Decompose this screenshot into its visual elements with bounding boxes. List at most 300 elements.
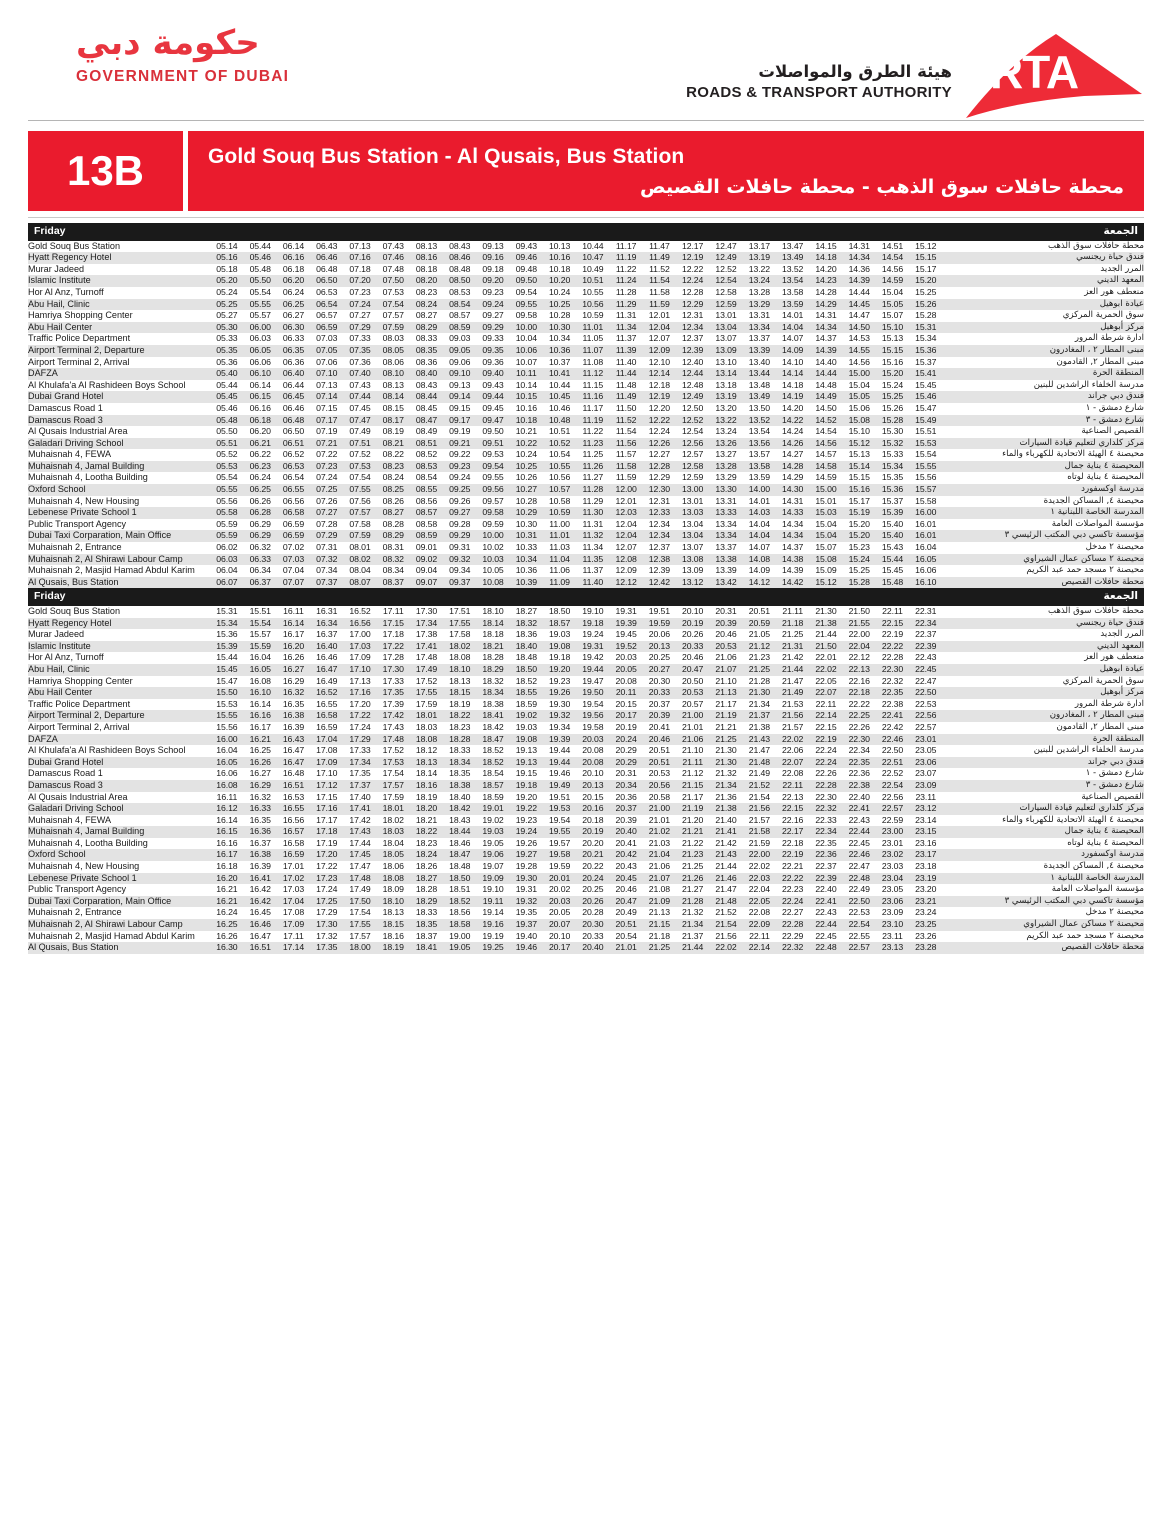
departure-time: 17.54 (349, 907, 371, 918)
stop-name-english: Dubai Taxi Corparation, Main Office (28, 530, 210, 542)
table-row (28, 861, 1144, 873)
departure-time: 12.38 (643, 554, 676, 566)
departure-time: 08.10 (377, 368, 410, 380)
stop-name-english: Muhaisnah 4, New Housing (28, 861, 140, 872)
departure-time: 20.27 (643, 664, 676, 676)
departure-time: 17.17 (316, 814, 338, 825)
departure-time: 13.28 (748, 286, 771, 297)
departure-time: 21.15 (643, 919, 676, 931)
table-row (28, 333, 1144, 345)
departure-time: 09.36 (482, 356, 504, 367)
stop-name-arabic: محيصنة ٤, المساكن الجديدة (1043, 495, 1144, 506)
departure-time: 22.29 (782, 930, 804, 941)
departure-time: 11.32 (576, 530, 609, 542)
departure-time: 18.57 (543, 618, 576, 630)
stop-name-english: Public Transport Agency (28, 518, 127, 529)
departure-time: 19.18 (548, 652, 571, 663)
table-row (28, 577, 1144, 589)
departure-time: 20.30 (576, 919, 609, 931)
departure-time: 15.16 (843, 484, 876, 496)
departure-time: 15.34 (876, 461, 909, 473)
departure-time: 07.56 (349, 495, 371, 506)
departure-time: 08.58 (415, 518, 438, 529)
departure-time: 21.20 (682, 814, 704, 825)
departure-time: 10.22 (510, 438, 543, 450)
departure-time: 15.20 (843, 530, 876, 542)
departure-time: 07.06 (316, 356, 338, 367)
departure-time: 06.59 (282, 518, 305, 529)
departure-time: 08.59 (443, 322, 476, 334)
departure-time: 16.25 (249, 745, 271, 756)
departure-time: 06.30 (277, 322, 310, 334)
departure-time: 22.15 (815, 721, 837, 732)
departure-time: 22.32 (881, 675, 904, 686)
departure-time: 07.18 (349, 263, 371, 274)
departure-time: 16.01 (909, 530, 942, 542)
departure-time: 18.47 (443, 849, 476, 861)
departure-time: 15.13 (848, 449, 870, 460)
departure-time: 06.59 (310, 322, 343, 334)
departure-time: 20.20 (582, 837, 604, 848)
table-row (28, 287, 1144, 299)
table-row (28, 264, 1144, 276)
departure-time: 13.34 (715, 518, 737, 529)
departure-time: 10.03 (476, 554, 509, 566)
departure-time: 10.28 (548, 310, 571, 321)
departure-time: 17.04 (310, 734, 343, 746)
departure-time: 18.26 (415, 861, 438, 872)
stop-name-arabic: عيادة ابوهيل (942, 664, 1144, 676)
departure-time: 11.04 (543, 554, 576, 566)
departure-time: 09.02 (410, 554, 443, 566)
table-row (28, 792, 1144, 804)
departure-time: 10.18 (510, 415, 543, 427)
departure-time: 22.14 (809, 710, 842, 722)
departure-time: 18.03 (377, 826, 410, 838)
departure-time: 20.41 (648, 721, 670, 732)
departure-time: 23.12 (909, 803, 942, 815)
departure-time: 06.25 (277, 299, 310, 311)
table-row (28, 461, 1144, 473)
departure-time: 19.27 (510, 849, 543, 861)
departure-time: 05.24 (216, 286, 238, 297)
departure-time: 17.30 (377, 664, 410, 676)
departure-time: 09.28 (449, 518, 471, 529)
departure-time: 17.34 (343, 757, 376, 769)
stop-name-arabic: شارع دمشق - ٣ (942, 780, 1144, 792)
route-title-arabic: محطة حافلات سوق الذهب - محطة حافلات القصيص (640, 175, 1124, 198)
departure-time: 23.11 (915, 791, 937, 802)
departure-time: 22.43 (915, 652, 937, 663)
departure-time: 10.02 (482, 542, 504, 553)
departure-time: 21.53 (782, 698, 804, 709)
departure-time: 14.45 (843, 299, 876, 311)
departure-time: 21.47 (748, 745, 771, 756)
departure-time: 10.34 (510, 554, 543, 566)
departure-time: 20.47 (676, 664, 709, 676)
departure-time: 13.34 (709, 530, 743, 542)
departure-time: 12.52 (676, 415, 709, 427)
departure-time: 20.53 (709, 641, 743, 653)
departure-time: 16.37 (316, 629, 338, 640)
departure-time: 13.28 (709, 461, 743, 473)
stop-name-english: Muhaisnah 2, Al Shirawi Labour Camp (28, 554, 210, 566)
departure-time: 14.51 (881, 240, 904, 251)
departure-time: 20.03 (576, 734, 609, 746)
departure-time: 09.18 (482, 263, 504, 274)
departure-time: 07.02 (282, 542, 305, 553)
departure-time: 09.29 (443, 530, 476, 542)
departure-time: 19.26 (543, 687, 576, 699)
departure-time: 18.13 (410, 757, 443, 769)
departure-time: 17.24 (349, 721, 371, 732)
stop-name-english: Airport Terminal 2, Departure (28, 710, 210, 722)
departure-time: 17.55 (343, 919, 376, 931)
departure-time: 22.19 (776, 849, 809, 861)
departure-time: 20.31 (715, 606, 737, 616)
departure-time: 17.22 (343, 710, 376, 722)
departure-time: 18.14 (415, 768, 438, 779)
departure-time: 22.02 (809, 664, 842, 676)
departure-time: 23.10 (876, 919, 909, 931)
departure-time: 15.09 (815, 565, 837, 576)
stop-name-arabic: محيصنة ٢ مسجد حمد عبد الكريم (1026, 930, 1144, 941)
departure-time: 10.21 (515, 426, 537, 437)
stop-name-english: Muhaisnah 2, Al Shirawi Labour Camp (28, 919, 210, 931)
departure-time: 18.08 (449, 652, 471, 663)
departure-time: 19.22 (510, 803, 543, 815)
departure-time: 07.55 (343, 484, 376, 496)
departure-time: 20.51 (648, 745, 670, 756)
departure-time: 08.55 (410, 484, 443, 496)
departure-time: 06.54 (310, 299, 343, 311)
departure-time: 16.15 (210, 826, 243, 838)
departure-time: 14.29 (809, 299, 842, 311)
stop-name-english: Muhaisnah 2, Masjid Hamad Abdul Karim (28, 930, 195, 941)
departure-time: 18.33 (415, 907, 438, 918)
departure-time: 10.33 (515, 542, 537, 553)
departure-time: 06.48 (277, 415, 310, 427)
departure-time: 22.36 (848, 768, 870, 779)
departure-time: 16.16 (244, 710, 277, 722)
departure-time: 05.44 (249, 240, 271, 251)
table-row (28, 931, 1144, 943)
departure-time: 22.47 (915, 675, 937, 686)
departure-time: 22.46 (876, 734, 909, 746)
stop-name-arabic: المحيصنة ٤ بناية لوتاه (1067, 837, 1144, 848)
departure-time: 05.51 (210, 438, 243, 450)
departure-time: 07.59 (377, 322, 410, 334)
departure-time: 20.19 (676, 618, 709, 630)
departure-time: 08.34 (382, 565, 404, 576)
departure-time: 21.19 (709, 710, 743, 722)
departure-time: 13.09 (709, 345, 743, 357)
departure-time: 20.22 (582, 861, 604, 872)
departure-time: 09.55 (510, 299, 543, 311)
departure-time: 20.29 (609, 757, 642, 769)
departure-time: 09.16 (476, 252, 509, 264)
departure-time: 13.03 (676, 507, 709, 519)
departure-time: 09.51 (476, 438, 509, 450)
departure-time: 08.13 (415, 240, 438, 251)
departure-time: 15.06 (848, 402, 870, 413)
departure-time: 16.26 (282, 652, 305, 663)
departure-time: 18.01 (410, 710, 443, 722)
stop-name-english: DAFZA (28, 368, 210, 380)
stop-name-english: Muhaisnah 4, Lootha Building (28, 837, 148, 848)
departure-time: 13.42 (709, 577, 743, 589)
departure-time: 18.15 (443, 687, 476, 699)
departure-time: 06.29 (249, 518, 271, 529)
departure-time: 10.41 (543, 368, 576, 380)
departure-time: 07.31 (316, 542, 338, 553)
departure-time: 18.35 (449, 768, 471, 779)
departure-time: 08.43 (449, 240, 471, 251)
departure-time: 10.47 (576, 252, 609, 264)
departure-time: 13.57 (748, 449, 771, 460)
departure-time: 21.22 (682, 837, 704, 848)
departure-time: 15.08 (809, 554, 842, 566)
departure-time: 20.03 (543, 896, 576, 908)
departure-time: 12.01 (648, 310, 670, 321)
departure-time: 22.11 (749, 930, 770, 941)
departure-time: 15.30 (881, 426, 904, 437)
departure-time: 05.35 (210, 345, 243, 357)
departure-time: 06.28 (244, 507, 277, 519)
departure-time: 14.12 (743, 577, 776, 589)
departure-time: 22.27 (782, 907, 804, 918)
departure-time: 21.55 (843, 618, 876, 630)
departure-time: 07.40 (343, 368, 376, 380)
departure-time: 16.04 (249, 652, 271, 663)
departure-time: 21.54 (748, 791, 771, 802)
table-row (28, 554, 1144, 566)
departure-time: 21.56 (743, 803, 776, 815)
departure-time: 16.34 (310, 618, 343, 630)
departure-time: 20.21 (576, 849, 609, 861)
departure-time: 17.41 (410, 641, 443, 653)
departure-time: 15.39 (210, 641, 243, 653)
departure-time: 15.15 (909, 252, 942, 264)
departure-time: 13.33 (709, 507, 743, 519)
departure-time: 16.31 (316, 606, 338, 616)
departure-time: 22.30 (843, 734, 876, 746)
departure-time: 07.49 (349, 426, 371, 437)
departure-time: 08.27 (377, 507, 410, 519)
departure-time: 07.36 (349, 356, 371, 367)
departure-time: 22.01 (815, 652, 837, 663)
svg-text:RTA: RTA (989, 46, 1079, 98)
departure-time: 22.48 (809, 942, 842, 954)
departure-time: 11.44 (609, 368, 642, 380)
departure-time: 19.03 (515, 721, 537, 732)
departure-time: 12.27 (648, 449, 670, 460)
departure-time: 16.11 (283, 606, 304, 616)
departure-time: 17.16 (310, 803, 343, 815)
departure-time: 09.32 (443, 554, 476, 566)
departure-time: 19.46 (510, 942, 543, 954)
departure-time: 05.54 (216, 472, 238, 483)
departure-time: 19.02 (510, 710, 543, 722)
departure-time: 23.14 (915, 814, 937, 825)
departure-time: 09.06 (449, 356, 471, 367)
departure-time: 17.55 (410, 687, 443, 699)
stop-name-arabic: سوق الحمرية المركزي (1062, 310, 1144, 321)
departure-time: 12.31 (682, 310, 704, 321)
departure-time: 11.34 (582, 542, 604, 553)
departure-time: 17.15 (377, 618, 410, 630)
departure-time: 17.44 (349, 837, 371, 848)
departure-time: 14.55 (843, 345, 876, 357)
departure-time: 06.35 (277, 345, 310, 357)
departure-time: 09.21 (443, 438, 476, 450)
departure-time: 08.24 (410, 299, 443, 311)
departure-time: 15.56 (216, 721, 238, 732)
departure-time: 14.50 (815, 402, 837, 413)
table-row (28, 542, 1144, 554)
stop-name-english: Damascus Road 1 (28, 402, 103, 413)
departure-time: 18.42 (443, 803, 476, 815)
departure-time: 05.20 (210, 275, 243, 287)
departure-time: 08.01 (349, 542, 371, 553)
departure-time: 23.05 (915, 745, 937, 756)
departure-time: 06.45 (277, 391, 310, 403)
stop-name-english: Abu Hail Center (28, 687, 210, 699)
stop-name-english: Muhaisnah 4, Lootha Building (28, 472, 148, 483)
departure-time: 07.37 (310, 577, 343, 589)
departure-time: 17.59 (415, 698, 438, 709)
departure-time: 17.09 (349, 652, 371, 663)
departure-time: 08.37 (377, 577, 410, 589)
departure-time: 19.05 (443, 942, 476, 954)
stop-name-arabic: مبنى المطار ٢, القادمون (1056, 356, 1144, 367)
departure-time: 07.13 (349, 240, 371, 251)
departure-time: 16.47 (277, 757, 310, 769)
table-row (28, 745, 1144, 757)
departure-time: 21.38 (709, 803, 743, 815)
departure-time: 19.13 (510, 757, 543, 769)
departure-time: 18.15 (377, 919, 410, 931)
departure-time: 13.48 (748, 379, 771, 390)
departure-time: 22.56 (909, 710, 942, 722)
departure-time: 22.54 (843, 919, 876, 931)
departure-time: 19.03 (548, 629, 571, 640)
departure-time: 16.39 (282, 721, 305, 732)
stop-name-arabic: محيصنة ٢ مساكن عمال الشيراوي (942, 554, 1144, 566)
departure-time: 07.19 (316, 426, 338, 437)
departure-time: 21.58 (743, 826, 776, 838)
departure-time: 14.20 (782, 402, 804, 413)
stop-name-arabic: محطة حافلات القصيص (942, 942, 1144, 954)
table-row (28, 519, 1144, 531)
departure-time: 16.27 (249, 768, 271, 779)
departure-time: 22.08 (748, 907, 771, 918)
departure-time: 18.55 (510, 687, 543, 699)
departure-time: 21.52 (743, 780, 776, 792)
departure-time: 12.34 (648, 518, 670, 529)
departure-time: 18.36 (515, 629, 537, 640)
departure-time: 22.53 (915, 698, 937, 709)
route-title-english: Gold Souq Bus Station - Al Qusais, Bus Station (208, 144, 685, 168)
departure-time: 14.36 (848, 263, 870, 274)
departure-time: 15.54 (244, 618, 277, 630)
departure-time: 12.47 (715, 240, 737, 251)
departure-time: 20.25 (648, 652, 670, 663)
stop-name-arabic: مبنى المطار ٢, القادمون (1056, 721, 1144, 732)
departure-time: 19.11 (476, 896, 509, 908)
departure-time: 22.00 (848, 629, 870, 640)
departure-time: 18.34 (476, 687, 509, 699)
departure-time: 17.08 (282, 907, 305, 918)
departure-time: 06.59 (277, 530, 310, 542)
departure-time: 22.21 (782, 861, 804, 872)
departure-time: 14.54 (876, 252, 909, 264)
departure-time: 11.58 (609, 461, 642, 473)
departure-time: 14.57 (815, 449, 837, 460)
stop-name-english: Abu Hail, Clinic (28, 299, 210, 311)
departure-time: 19.15 (515, 768, 537, 779)
timetable-container (28, 223, 1144, 954)
departure-time: 21.43 (709, 849, 743, 861)
table-row (28, 757, 1144, 769)
departure-time: 15.37 (915, 356, 937, 367)
departure-time: 06.07 (210, 577, 243, 589)
departure-time: 15.39 (876, 507, 909, 519)
departure-time: 16.26 (216, 930, 238, 941)
departure-time: 21.49 (748, 768, 771, 779)
departure-time: 19.31 (576, 641, 609, 653)
rta-logo-icon (964, 32, 1144, 124)
table-row (28, 380, 1144, 392)
departure-time: 06.46 (282, 402, 305, 413)
table-row (28, 942, 1144, 954)
departure-time: 15.54 (915, 449, 937, 460)
departure-time: 08.27 (415, 310, 438, 321)
departure-time: 16.46 (316, 652, 338, 663)
stop-name-english: Traffic Police Department (28, 698, 131, 709)
route-header (28, 131, 1144, 211)
departure-time: 15.45 (881, 565, 904, 576)
table-row (28, 618, 1144, 630)
departure-time: 07.33 (349, 333, 371, 344)
stop-name-english: Damascus Road 3 (28, 780, 210, 792)
stop-name-arabic: شارع دمشق - ٣ (942, 415, 1144, 427)
stop-name-english: Muhaisnah 4, FEWA (28, 449, 112, 460)
departure-time: 16.12 (210, 803, 243, 815)
departure-time: 17.09 (310, 757, 343, 769)
departure-time: 11.59 (615, 472, 637, 483)
stop-name-arabic: ادارة شرطة المرور (1074, 698, 1144, 709)
departure-time: 20.53 (676, 687, 709, 699)
day-header-row (28, 223, 1144, 241)
departure-time: 16.47 (310, 664, 343, 676)
departure-time: 22.38 (843, 780, 876, 792)
departure-time: 18.28 (415, 884, 438, 895)
departure-time: 15.08 (843, 415, 876, 427)
departure-time: 18.05 (377, 849, 410, 861)
departure-time: 09.20 (476, 275, 509, 287)
departure-time: 06.52 (282, 449, 305, 460)
departure-time: 06.20 (249, 426, 271, 437)
departure-time: 21.11 (676, 757, 709, 769)
table-row (28, 710, 1144, 722)
departure-time: 20.25 (582, 884, 604, 895)
departure-time: 23.13 (876, 942, 909, 954)
departure-time: 16.39 (249, 861, 271, 872)
stop-name-english: Abu Hail Center (28, 322, 210, 334)
departure-time: 07.43 (349, 379, 371, 390)
departure-time: 10.08 (476, 577, 509, 589)
